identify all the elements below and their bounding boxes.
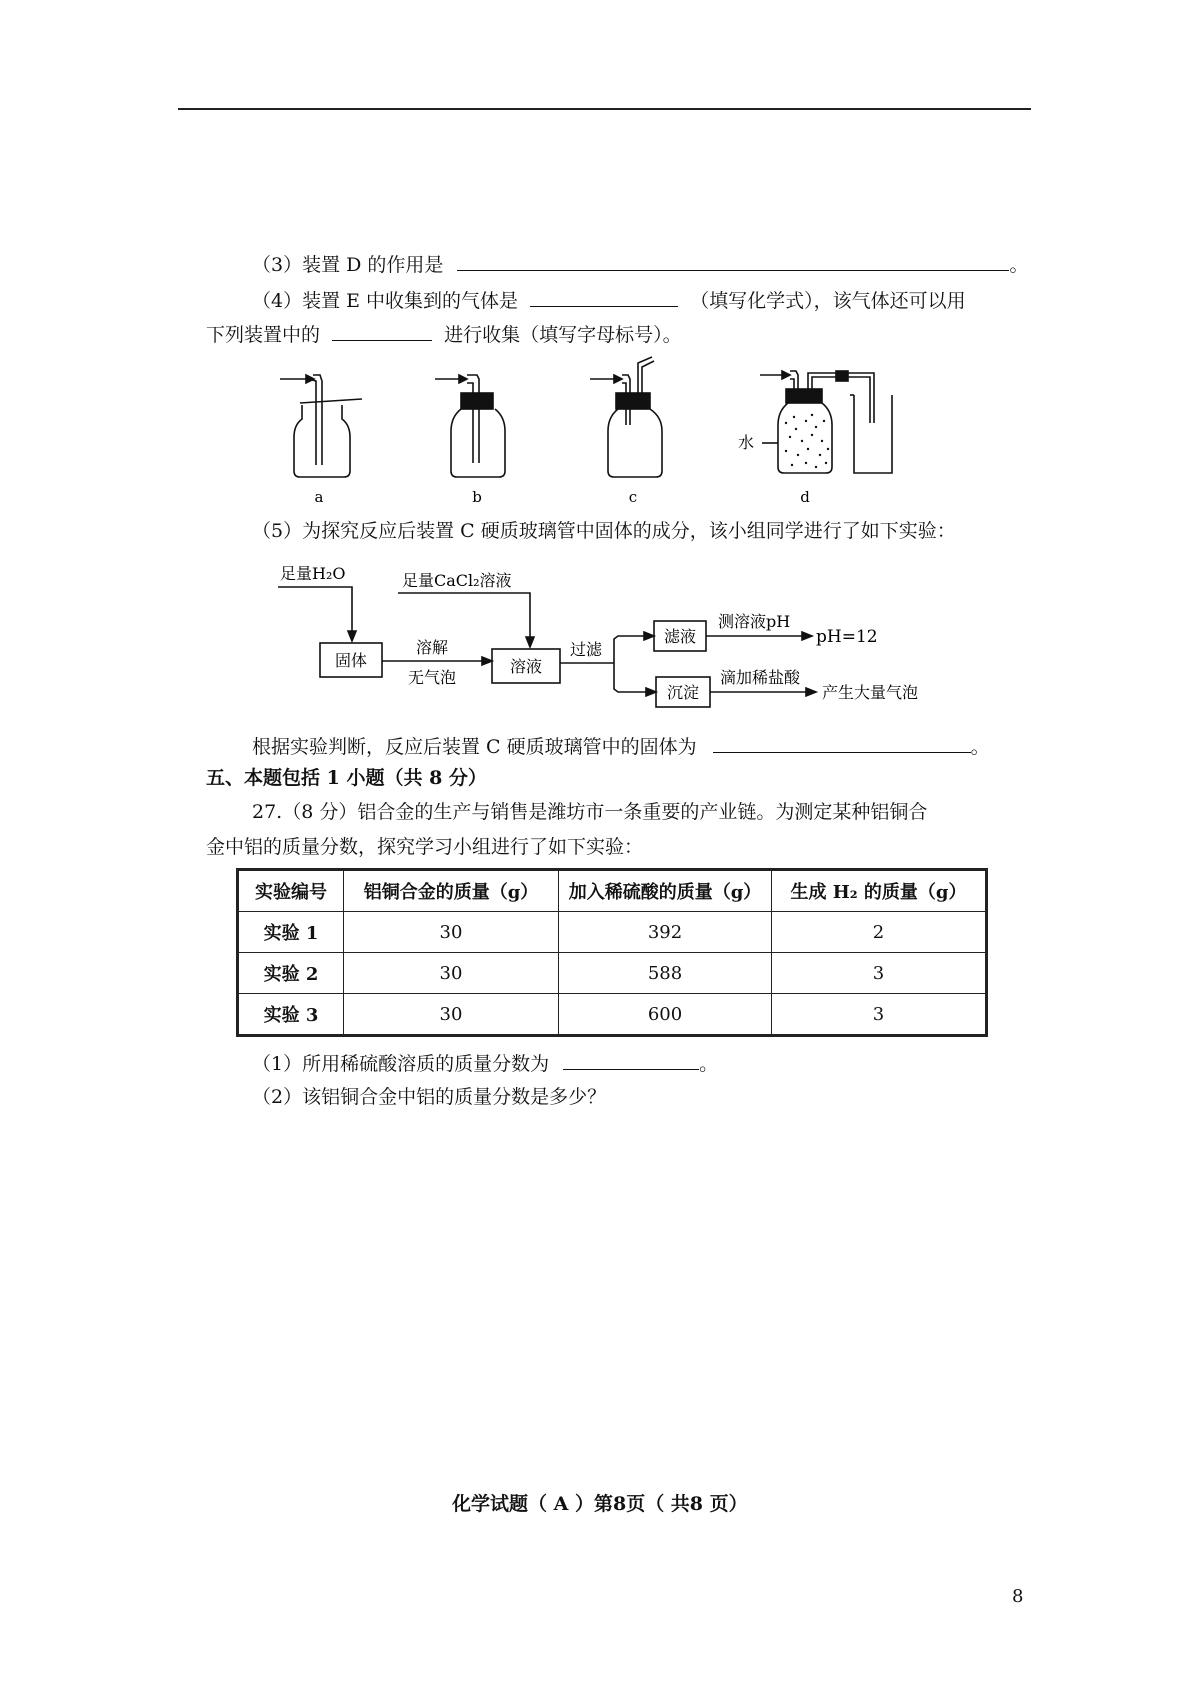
ph-result-label: pH=12 bbox=[816, 627, 878, 647]
table-cell: 588 bbox=[559, 953, 772, 994]
precipitate-label: 沉淀 bbox=[666, 683, 700, 702]
solid-label: 固体 bbox=[334, 651, 368, 670]
answer-blank-4a[interactable] bbox=[530, 288, 678, 307]
question-3 bbox=[252, 252, 1028, 277]
table-row bbox=[238, 953, 987, 994]
question-4-text-c: 下列装置中的 bbox=[206, 324, 321, 346]
water-label: 水 bbox=[737, 433, 755, 452]
answer-blank-3[interactable] bbox=[457, 252, 1009, 271]
table-cell: 实验 3 bbox=[238, 994, 344, 1036]
question-27-line2: 金中铝的质量分数，探究学习小组进行了如下实验： bbox=[206, 836, 644, 858]
apparatus-a bbox=[280, 375, 362, 477]
apparatus-label-a: a bbox=[314, 488, 324, 506]
question-4-text-b: （填写化学式），该气体还可以用 bbox=[690, 290, 966, 312]
table-row bbox=[238, 994, 987, 1036]
question-4-line1 bbox=[252, 288, 966, 313]
table-cell: 600 bbox=[559, 994, 772, 1036]
conclusion-text: 根据实验判断，反应后装置 C 硬质玻璃管中的固体为 bbox=[252, 736, 697, 758]
table-cell: 3 bbox=[772, 953, 987, 994]
table-cell: 2 bbox=[772, 912, 987, 953]
header-cell: 加入稀硫酸的质量（g） bbox=[559, 870, 772, 912]
apparatus-label-d: d bbox=[800, 488, 810, 506]
header-cell: 铝铜合金的质量（g） bbox=[344, 870, 559, 912]
flow-chart bbox=[270, 553, 960, 723]
page-number: 8 bbox=[1012, 1586, 1024, 1607]
sub-question-1-end: 。 bbox=[699, 1053, 719, 1075]
question-4-text-a: （4）装置 E 中收集到的气体是 bbox=[252, 290, 519, 312]
question-4-line2 bbox=[206, 322, 682, 347]
water-reagent-label: 足量H₂O bbox=[280, 564, 346, 583]
conclusion-line bbox=[252, 734, 990, 759]
table-cell: 30 bbox=[344, 994, 559, 1036]
question-5-text: （5）为探究反应后装置 C 硬质玻璃管中固体的成分，该小组同学进行了如下实验： bbox=[252, 520, 956, 542]
filtrate-label: 滤液 bbox=[663, 627, 697, 646]
answer-blank-sub1[interactable] bbox=[563, 1051, 699, 1070]
header-cell: 生成 H₂ 的质量（g） bbox=[772, 870, 987, 912]
question-27-line1: 27.（8 分）铝合金的生产与销售是潍坊市一条重要的产业链。为测定某种铝铜合 bbox=[252, 801, 928, 823]
table-header-row bbox=[238, 870, 987, 912]
dissolve-label: 溶解 bbox=[415, 638, 449, 657]
section-5-title: 五、本题包括 1 小题（共 8 分） bbox=[206, 767, 487, 789]
apparatus-label-c: c bbox=[628, 488, 638, 506]
conclusion-end: 。 bbox=[970, 736, 990, 758]
experiment-table bbox=[236, 868, 988, 1037]
measure-ph-label: 测溶液pH bbox=[718, 612, 791, 631]
page-footer: 化学试题（ A ）第8页（ 共8 页） bbox=[452, 1493, 748, 1515]
table-cell: 实验 2 bbox=[238, 953, 344, 994]
header-cell: 实验编号 bbox=[238, 870, 344, 912]
apparatus-figure bbox=[270, 355, 970, 510]
top-rule bbox=[178, 108, 1031, 110]
answer-blank-conclusion[interactable] bbox=[713, 734, 971, 753]
sub-question-2: （2）该铝铜合金中铝的质量分数是多少？ bbox=[252, 1086, 607, 1108]
table-row bbox=[238, 912, 987, 953]
apparatus-d bbox=[760, 371, 892, 473]
table-cell: 3 bbox=[772, 994, 987, 1036]
apparatus-c bbox=[590, 357, 662, 477]
table-cell: 30 bbox=[344, 912, 559, 953]
sub-question-1 bbox=[252, 1051, 718, 1076]
table-cell: 实验 1 bbox=[238, 912, 344, 953]
sub-question-1-text: （1）所用稀硫酸溶质的质量分数为 bbox=[252, 1053, 550, 1075]
no-bubbles-label: 无气泡 bbox=[407, 668, 457, 687]
solution-label: 溶液 bbox=[509, 657, 543, 676]
add-hcl-label: 滴加稀盐酸 bbox=[720, 668, 801, 687]
table-cell: 392 bbox=[559, 912, 772, 953]
question-3-end: 。 bbox=[1009, 254, 1029, 276]
table-cell: 30 bbox=[344, 953, 559, 994]
apparatus-b bbox=[435, 375, 505, 477]
filter-label: 过滤 bbox=[569, 640, 603, 659]
bubbles-label: 产生大量气泡 bbox=[822, 683, 919, 702]
question-5 bbox=[252, 519, 956, 543]
cacl2-reagent-label: 足量CaCl₂溶液 bbox=[402, 571, 512, 590]
apparatus-label-b: b bbox=[472, 488, 482, 506]
answer-blank-4b[interactable] bbox=[332, 322, 432, 341]
question-3-text: （3）装置 D 的作用是 bbox=[252, 254, 444, 276]
question-4-text-d: 进行收集（填写字母标号）。 bbox=[444, 324, 682, 346]
